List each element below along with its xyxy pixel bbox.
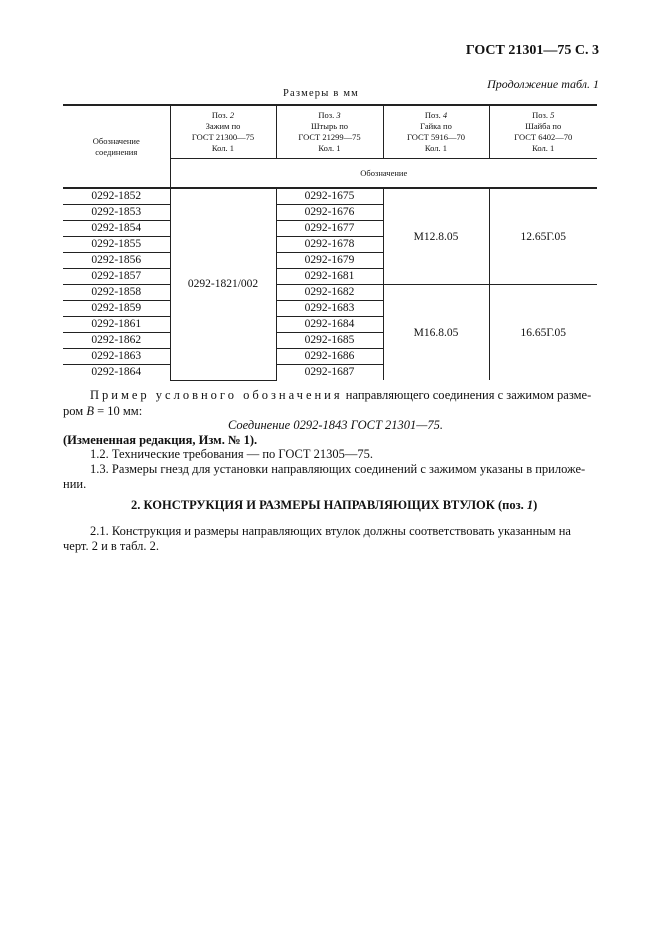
cell-connection: 0292-1854 [63, 221, 170, 237]
col-name: Зажим по [205, 121, 241, 131]
cell-pin: 0292-1684 [276, 317, 383, 333]
cell-connection: 0292-1859 [63, 301, 170, 317]
cell-washer-group2: 16.65Г.05 [489, 285, 597, 381]
col-qty: Кол. 1 [532, 143, 555, 153]
cell-pin: 0292-1676 [276, 205, 383, 221]
pos-number: 5 [550, 110, 555, 120]
item-1-3-line1: 1.3. Размеры гнезд для установки направляющих соединений с зажимом указаны в приложе- [90, 462, 586, 476]
col-header-connection-line1: Обозначение [92, 135, 140, 146]
col-header-washer [489, 105, 597, 159]
col-header-connection [63, 105, 170, 188]
table-continuation-label: Продолжение табл. 1 [487, 77, 599, 91]
cell-connection: 0292-1856 [63, 253, 170, 269]
item-2-1-line1: 2.1. Конструкция и размеры направляющих втулок должны соответствовать указанным на [90, 524, 571, 538]
subheader-designation: Обозначение [170, 159, 597, 189]
col-header-nut [383, 105, 489, 159]
example-line2-start: ром [63, 404, 84, 418]
cell-connection: 0292-1852 [63, 188, 170, 205]
pos-label: Поз. [424, 110, 441, 120]
connections-table [63, 104, 597, 381]
cell-pin: 0292-1683 [276, 301, 383, 317]
amendment-note: (Измененная редакция, Изм. № 1). [63, 433, 258, 447]
pos-number: 4 [442, 110, 448, 120]
page-header: ГОСТ 21301—75 С. 3 [465, 43, 599, 58]
section-2-close: ) [533, 498, 538, 512]
example-line2 [63, 404, 142, 419]
col-header-clamp [170, 105, 276, 159]
cell-pin: 0292-1687 [276, 365, 383, 381]
col-standard: ГОСТ 21300—75 [191, 132, 255, 142]
cell-pin: 0292-1682 [276, 285, 383, 301]
example-spaced-lead: Пример условного обозначения [90, 388, 343, 402]
pos-label: Поз. [211, 110, 228, 120]
cell-connection: 0292-1855 [63, 237, 170, 253]
cell-pin: 0292-1679 [276, 253, 383, 269]
item-1-3-line2: нии. [63, 477, 87, 491]
col-name: Гайка по [420, 121, 452, 131]
col-name: Штырь по [310, 121, 349, 131]
cell-clamp: 0292-1821/002 [170, 188, 276, 380]
col-name: Шайба по [525, 121, 562, 131]
cell-pin: 0292-1686 [276, 349, 383, 365]
cell-nut-group1: М12.8.05 [383, 188, 489, 285]
sizes-note: Размеры в мм [283, 88, 360, 99]
cell-pin: 0292-1677 [276, 221, 383, 237]
col-standard: ГОСТ 21299—75 [298, 132, 361, 142]
section-2-title-text: 2. КОНСТРУКЦИЯ И РАЗМЕРЫ НАПРАВЛЯЮЩИХ ВТУЛОК (поз. [131, 498, 524, 512]
pos-number: 3 [336, 110, 341, 120]
cell-pin: 0292-1678 [276, 237, 383, 253]
col-qty: Кол. 1 [211, 143, 235, 153]
cell-pin: 0292-1681 [276, 269, 383, 285]
col-qty: Кол. 1 [318, 143, 341, 153]
pos-number: 2 [229, 110, 235, 120]
item-1-2: 1.2. Технические требования — по ГОСТ 21305—75. [90, 447, 373, 461]
table-row [63, 285, 597, 301]
cell-connection: 0292-1853 [63, 205, 170, 221]
item-2-1-line2: черт. 2 и в табл. 2. [63, 539, 159, 553]
section-2-pos: 1 [526, 498, 534, 512]
cell-nut-group2: М16.8.05 [383, 285, 489, 381]
cell-connection: 0292-1864 [63, 365, 170, 381]
section-2-title [131, 498, 537, 513]
cell-connection: 0292-1857 [63, 269, 170, 285]
cell-connection: 0292-1863 [63, 349, 170, 365]
cell-connection: 0292-1858 [63, 285, 170, 301]
example-designation: Соединение 0292-1843 ГОСТ 21301—75. [228, 418, 444, 432]
table-header-row [63, 105, 597, 159]
cell-pin: 0292-1675 [276, 188, 383, 205]
example-line1-rest: направляющего соединения с зажимом разме- [345, 388, 592, 402]
cell-connection: 0292-1862 [63, 333, 170, 349]
example-line1 [90, 388, 591, 403]
pos-label: Поз. [318, 110, 335, 120]
cell-connection: 0292-1861 [63, 317, 170, 333]
col-header-pin [276, 105, 383, 159]
pos-label: Поз. [532, 110, 548, 120]
example-var-b: B [86, 404, 94, 418]
cell-pin: 0292-1685 [276, 333, 383, 349]
col-standard: ГОСТ 6402—70 [514, 132, 573, 142]
table-row [63, 188, 597, 205]
example-line2-rest: = 10 мм: [97, 404, 143, 418]
col-qty: Кол. 1 [424, 143, 448, 153]
cell-washer-group1: 12.65Г.05 [489, 188, 597, 285]
col-standard: ГОСТ 5916—70 [407, 132, 465, 142]
col-header-connection-line2: соединения [95, 146, 138, 157]
